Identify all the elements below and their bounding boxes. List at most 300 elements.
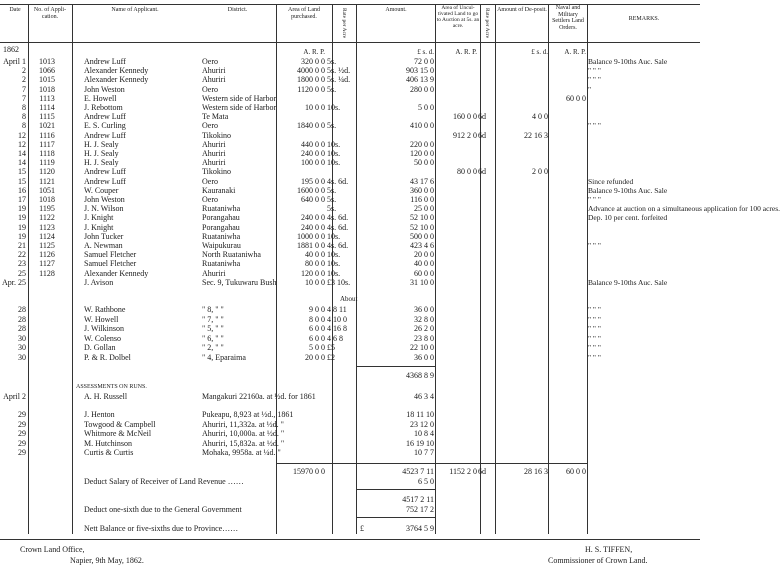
- cell-district: Ruataniwha: [202, 204, 241, 214]
- cell-area: 1800 0 0: [297, 75, 325, 85]
- table-row: [0, 103, 700, 112]
- table-row: [0, 315, 700, 324]
- cell-amount: 903 15 0: [406, 66, 434, 76]
- cell-application-no: 1123: [39, 222, 55, 232]
- cell-remarks: " " ": [588, 305, 601, 314]
- net-currency: £: [360, 524, 364, 533]
- cell-district: Oero: [202, 195, 218, 204]
- cell-applicant: Alexander Kennedy: [84, 268, 149, 278]
- table-row: [0, 204, 780, 214]
- cell-uncultivated: 912 2 0: [453, 130, 477, 140]
- deduct-salary-row: [0, 477, 700, 486]
- cell-district: Kauranaki: [202, 185, 236, 195]
- cell-remarks: " " ": [588, 121, 601, 131]
- cell-applicant: W. Couper: [84, 185, 119, 195]
- header-application-no: No. of Appli-cation.: [33, 7, 67, 20]
- table-row: [0, 140, 700, 149]
- cell-area: 195 0 0: [301, 176, 325, 186]
- cell-applicant: Whitmore & McNeil: [84, 429, 152, 438]
- cell-rate: £3 10s.: [327, 277, 351, 287]
- cell-district: Ahuriri, 10,000a. at ½d. ": [202, 429, 285, 438]
- cell-rate: 5s.: [327, 121, 337, 131]
- assessments-heading: ASSESSMENTS ON RUNS.: [76, 384, 147, 390]
- table-row: [0, 66, 700, 75]
- cell-remarks: Balance 9-10ths Auc. Sale: [588, 57, 668, 66]
- cell-date: 2: [22, 75, 26, 85]
- table-row: [0, 177, 700, 186]
- cell-district: Oero: [202, 57, 218, 66]
- cell-date: 19: [18, 222, 26, 232]
- cell-district: Pukeapu, 8,923 at ½d., 1861: [202, 410, 294, 419]
- after-salary-amount: 4517 2 11: [402, 495, 434, 504]
- table-row: [0, 213, 700, 222]
- cell-remarks: " " ": [588, 66, 601, 76]
- cell-area: 80 0 0: [305, 259, 325, 269]
- cell-date: 30: [18, 352, 26, 362]
- cell-area: 1120 0 0: [297, 84, 325, 94]
- cell-application-no: 1116: [39, 130, 55, 140]
- cell-remarks: " " ": [588, 352, 601, 362]
- footer-place-date: Napier, 9th May, 1862.: [70, 556, 144, 565]
- cell-district: Tikokino: [202, 130, 232, 140]
- cell-amount: 36 0 0: [414, 305, 434, 314]
- cell-application-no: 1125: [39, 241, 55, 250]
- subtotal-rule: [357, 366, 435, 367]
- cell-date: 30: [18, 343, 26, 352]
- cell-date: 29: [18, 419, 26, 429]
- cell-district: Porangahau: [202, 213, 240, 223]
- cell-amount: 26 2 0: [414, 324, 434, 333]
- cell-amount: 120 0 0: [410, 149, 434, 158]
- cell-area: 6 0 0: [309, 324, 325, 333]
- cell-amount: 31 10 0: [410, 277, 434, 287]
- cell-applicant: Alexander Kennedy: [84, 66, 149, 76]
- cell-area: 10 0 0: [305, 103, 325, 112]
- cell-application-no: 1118: [39, 149, 55, 158]
- units-row: [0, 48, 700, 57]
- cell-amount: 43 17 6: [410, 176, 434, 186]
- units-amount: £ s. d.: [417, 48, 434, 56]
- cell-rate: 4 6 8: [327, 333, 343, 343]
- cell-amount: 72 0 0: [414, 57, 434, 66]
- total-naval: 60 0 0: [566, 467, 586, 476]
- cell-district: Ahuriri: [202, 75, 226, 85]
- cell-amount: 46 3 4: [414, 392, 434, 401]
- table-row: [0, 392, 700, 401]
- header-remarks: REMARKS.: [628, 16, 660, 22]
- cell-amount: 423 4 6: [410, 241, 434, 250]
- cell-date: 2: [22, 66, 26, 76]
- cell-date: 8: [22, 112, 26, 122]
- cell-applicant: Towgood & Campbell: [84, 419, 156, 429]
- cell-amount: 52 10 0: [410, 213, 434, 223]
- cell-rate: 10s.: [327, 231, 341, 241]
- cell-date: 12: [18, 130, 26, 140]
- deduct-sixth-amount: 752 17 2: [406, 505, 434, 514]
- cell-rate-2: 6d: [478, 112, 486, 122]
- units-naval: A. R. P.: [564, 48, 586, 56]
- cell-applicant: P. & R. Dolbel: [84, 352, 131, 362]
- cell-date: 29: [18, 438, 26, 448]
- table-row: [0, 269, 700, 278]
- cell-date: April 1: [3, 57, 26, 66]
- cell-applicant: J. Knight: [84, 213, 114, 223]
- cell-naval: 60 0 0: [566, 93, 586, 103]
- cell-rate: 10s.: [327, 250, 341, 260]
- cell-application-no: 1121: [39, 176, 55, 186]
- cell-area: 1840 0 0: [297, 121, 325, 131]
- cell-applicant: E. S. Curling: [84, 121, 126, 131]
- cell-amount: 116 0 0: [410, 195, 434, 204]
- cell-rate: 4 8 11: [327, 305, 347, 314]
- cell-date: 25: [18, 268, 26, 278]
- header-district: District.: [227, 7, 248, 13]
- cell-rate-2: 6d: [478, 167, 486, 177]
- cell-date: 12: [18, 139, 26, 149]
- cell-applicant: A. Newman: [84, 241, 123, 250]
- cell-application-no: 1115: [39, 112, 55, 122]
- cell-applicant: J. Knight: [84, 222, 114, 232]
- deduct-sixth-row: [0, 505, 700, 514]
- cell-area: 9 0 0: [309, 305, 325, 314]
- cell-date: 14: [18, 158, 26, 168]
- header-uncultivated: Area of Uncul-tivated Land to go to Auction at 5s. an acre.: [436, 5, 480, 29]
- cell-amount: 60 0 0: [414, 268, 434, 278]
- cell-date: 28: [18, 314, 26, 324]
- cell-district: Waipukurau: [202, 241, 241, 250]
- cell-district: Porangahau: [202, 222, 240, 232]
- cell-date: Apr. 25: [2, 277, 26, 287]
- table-row: [0, 232, 700, 241]
- table-row: [0, 439, 700, 448]
- cell-rate-2: 6d: [478, 130, 486, 140]
- cell-rate: 10s.: [327, 139, 341, 149]
- cell-application-no: 1124: [39, 231, 55, 241]
- cell-applicant: Samuel Fletcher: [84, 259, 137, 269]
- cell-date: 19: [18, 204, 26, 214]
- cell-date: 29: [18, 448, 26, 457]
- cell-rate: 10s.: [327, 259, 341, 269]
- table-row: [0, 448, 700, 457]
- table-row: [0, 57, 700, 66]
- cell-amount: 220 0 0: [410, 139, 434, 149]
- cell-rate: 4s. 6d.: [327, 213, 349, 223]
- header-rate: Rate per Acre: [341, 8, 347, 39]
- cell-application-no: 1051: [39, 185, 55, 195]
- cell-amount: 50 0 0: [414, 158, 434, 168]
- cell-remarks: " " ": [588, 324, 601, 333]
- cell-district: Ahuriri: [202, 66, 226, 76]
- cell-application-no: 1114: [39, 103, 55, 112]
- cell-rate: 4s. 6d.: [327, 222, 349, 232]
- cell-amount: 5 0 0: [418, 103, 434, 112]
- cell-district: Western side of Harbor: [202, 93, 277, 103]
- cell-district: " 4, Eparaima: [202, 352, 246, 362]
- table-row: [0, 429, 700, 438]
- table-row: [0, 121, 700, 130]
- cell-date: 22: [18, 250, 26, 260]
- table-row: [0, 186, 700, 195]
- table-row: [0, 75, 700, 84]
- cell-amount: 40 0 0: [414, 259, 434, 269]
- cell-remarks: Since refunded: [588, 176, 634, 186]
- cell-area: 4000 0 0: [297, 66, 325, 76]
- cell-rate: 4 16 8: [327, 324, 347, 333]
- cell-rate: £2: [327, 352, 335, 362]
- net-amount: 3764 5 9: [406, 524, 434, 533]
- cell-district: " 8, " ": [202, 305, 224, 314]
- header-rule: [0, 42, 700, 43]
- cell-district: " 7, " ": [202, 314, 224, 324]
- cell-date: 17: [18, 195, 26, 204]
- cell-application-no: 1013: [39, 57, 55, 66]
- cell-amount: 25 0 0: [414, 204, 434, 214]
- cell-rate: 10s.: [327, 149, 341, 158]
- cell-district: Ahuriri, 11,332a. at ½d. ": [202, 419, 284, 429]
- units-deposit: £ s. d.: [531, 48, 548, 56]
- cell-date: 14: [18, 149, 26, 158]
- cell-application-no: 1126: [39, 250, 55, 260]
- cell-applicant: H. J. Sealy: [84, 158, 119, 168]
- cell-applicant: John Weston: [84, 195, 125, 204]
- cell-date: 8: [22, 121, 26, 131]
- cell-district: Ahuriri, 15,832a. at ½d. ": [202, 438, 285, 448]
- table-row: [0, 241, 700, 250]
- table-row: [0, 158, 700, 167]
- cell-applicant: H. J. Sealy: [84, 139, 119, 149]
- cell-amount: 10 8 4: [414, 429, 434, 438]
- subtotal-row: [0, 371, 700, 380]
- cell-date: 19: [18, 231, 26, 241]
- cell-date: 7: [22, 93, 26, 103]
- cell-date: 30: [18, 333, 26, 343]
- cell-applicant: Alexander Kennedy: [84, 75, 149, 85]
- deduct-sixth-label: Deduct one-sixth due to the General Government: [84, 505, 242, 514]
- cell-area: 440 0 0: [301, 139, 325, 149]
- cell-rate: £5: [327, 343, 335, 352]
- about-label: About: [340, 295, 358, 303]
- cell-rate: 5s.: [327, 84, 337, 94]
- cell-amount: 10 7 7: [414, 448, 434, 457]
- net-label: Nett Balance or five-sixths due to Province……: [84, 524, 239, 533]
- table-row: [0, 85, 700, 94]
- cell-area: 1000 0 0: [297, 231, 325, 241]
- after-salary-row: [0, 495, 700, 504]
- cell-amount: 360 0 0: [410, 185, 434, 195]
- cell-date: 16: [18, 185, 26, 195]
- cell-district: Ruataniwha: [202, 231, 241, 241]
- table-row: [0, 250, 700, 259]
- bottom-rule: [0, 539, 700, 540]
- cell-remarks: Balance 9-10ths Auc. Sale: [588, 185, 668, 195]
- top-rule: [0, 4, 700, 5]
- cell-deposit: 2 0 0: [532, 167, 548, 177]
- cell-amount: 280 0 0: [410, 84, 434, 94]
- cell-applicant: A. H. Russell: [84, 392, 128, 401]
- rule: [357, 517, 435, 518]
- rule: [357, 489, 435, 490]
- table-row: [0, 324, 700, 333]
- cell-amount: 410 0 0: [410, 121, 434, 131]
- cell-applicant: J. Rebottom: [84, 103, 123, 112]
- cell-area: 1881 0 0: [297, 241, 325, 250]
- cell-date: 19: [18, 213, 26, 223]
- cell-applicant: Samuel Fletcher: [84, 250, 137, 260]
- cell-date: 15: [18, 176, 26, 186]
- cell-rate: 10s.: [327, 103, 341, 112]
- table-row: [0, 305, 700, 314]
- cell-district: Tikokino: [202, 167, 232, 177]
- cell-district: " 5, " ": [202, 324, 224, 333]
- cell-amount: 406 13 9: [406, 75, 434, 85]
- total-deposit: 28 16 3: [524, 467, 548, 476]
- cell-applicant: W. Howell: [84, 314, 119, 324]
- cell-area: 20 0 0: [305, 352, 325, 362]
- cell-remarks: Advance at auction on a simultaneous application for 100 acres.: [588, 204, 780, 214]
- cell-applicant: Andrew Luff: [84, 112, 126, 122]
- cell-date: 21: [18, 241, 26, 250]
- units-area: A. R. P.: [303, 48, 325, 56]
- cell-area: 320 0 0: [301, 57, 325, 66]
- net-row: [0, 524, 700, 533]
- cell-amount: 22 10 0: [410, 343, 434, 352]
- cell-rate: 5s.: [327, 195, 337, 204]
- cell-remarks: " " ": [588, 195, 601, 204]
- cell-district: " 6, " ": [202, 333, 224, 343]
- cell-application-no: 1018: [39, 195, 55, 204]
- cell-application-no: 1015: [39, 75, 55, 85]
- cell-district: Mohaka, 9958a. at ¼d. ": [202, 448, 281, 457]
- cell-area: 10 0 0: [305, 277, 325, 287]
- cell-applicant: J. Henton: [84, 410, 115, 419]
- header-date: Date: [9, 7, 21, 13]
- total-uncultivated: 1152 2 0: [449, 467, 477, 476]
- cell-amount: 23 12 0: [410, 419, 434, 429]
- cell-area: 8 0 0: [309, 314, 325, 324]
- cell-application-no: 1113: [39, 93, 55, 103]
- cell-uncultivated: 160 0 0: [453, 112, 477, 122]
- cell-applicant: W. Rathbone: [84, 305, 126, 314]
- table-row: [0, 334, 700, 343]
- cell-applicant: M. Hutchinson: [84, 438, 132, 448]
- cell-district: Oero: [202, 84, 218, 94]
- cell-application-no: 1021: [39, 121, 55, 131]
- cell-district: Oero: [202, 176, 218, 186]
- cell-date: April 2: [3, 392, 26, 401]
- cell-applicant: J. N. Wilson: [84, 204, 124, 214]
- table-row: [0, 167, 700, 176]
- cell-rate: 4 10 0: [327, 314, 347, 324]
- cell-rate: 5s. ½d.: [327, 66, 351, 76]
- cell-applicant: Andrew Luff: [84, 130, 126, 140]
- table-row: [0, 259, 700, 268]
- cell-area: 40 0 0: [305, 250, 325, 260]
- cell-area: 240 0 0: [301, 222, 325, 232]
- cell-applicant: Andrew Luff: [84, 176, 126, 186]
- cell-application-no: 1122: [39, 213, 55, 223]
- cell-application-no: 1128: [39, 268, 55, 278]
- subtotal-amount: 4368 8 9: [406, 371, 434, 380]
- cell-applicant: John Tucker: [84, 231, 124, 241]
- cell-amount: 18 11 10: [406, 410, 434, 419]
- header-naval: Naval and Military Settlers Land Orders.: [552, 5, 584, 31]
- cell-area: 240 0 0: [301, 149, 325, 158]
- table-row: [0, 131, 700, 140]
- cell-rate: 10s.: [327, 268, 341, 278]
- cell-applicant: John Weston: [84, 84, 125, 94]
- cell-deposit: 22 16 3: [524, 130, 548, 140]
- table-row: [0, 420, 700, 429]
- cell-rate: 5s.: [327, 204, 337, 214]
- cell-date: 28: [18, 324, 26, 333]
- cell-date: 15: [18, 167, 26, 177]
- cell-remarks: Balance 9-10ths Auc. Sale: [588, 277, 668, 287]
- table-row: [0, 195, 700, 204]
- cell-applicant: D. Gollan: [84, 343, 116, 352]
- cell-district: Ahuriri: [202, 139, 226, 149]
- cell-remarks: " " ": [588, 241, 601, 250]
- cell-amount: 20 0 0: [414, 250, 434, 260]
- cell-district: Western side of Harbor: [202, 103, 277, 112]
- cell-uncultivated: 80 0 0: [457, 167, 477, 177]
- cell-rate: 10s.: [327, 158, 341, 168]
- cell-amount: 52 10 0: [410, 222, 434, 232]
- totals-rule: [276, 463, 588, 464]
- cell-date: 7: [22, 84, 26, 94]
- cell-applicant: W. Colenso: [84, 333, 122, 343]
- cell-area: 120 0 0: [301, 268, 325, 278]
- cell-area: 240 0 0: [301, 213, 325, 223]
- header-rate-2: Rate per Acre: [484, 8, 490, 39]
- cell-area: 6 0 0: [309, 333, 325, 343]
- cell-application-no: 1018: [39, 84, 55, 94]
- cell-remarks: ": [588, 84, 592, 94]
- cell-application-no: 1120: [39, 167, 55, 177]
- cell-rate: 4s. 6d.: [327, 241, 349, 250]
- total-urate: 6d: [478, 467, 486, 476]
- cell-application-no: 1117: [39, 139, 55, 149]
- cell-district: Te Mata: [202, 112, 229, 122]
- units-uncultivated: A. R. P.: [455, 48, 477, 56]
- table-row: [0, 94, 700, 103]
- cell-amount: 500 0 0: [410, 231, 434, 241]
- cell-amount: 32 8 0: [414, 314, 434, 324]
- cell-area: 640 0 0: [301, 195, 325, 204]
- cell-district: Oero: [202, 121, 218, 131]
- cell-district: Mangakuri 22160a. at ½d. for 1861: [202, 392, 316, 401]
- footer-signer: H. S. TIFFEN,: [585, 545, 633, 554]
- totals-row: [0, 467, 700, 476]
- cell-district: North Ruataniwha: [202, 250, 261, 260]
- total-amount: 4523 7 11: [402, 467, 434, 476]
- table-row: [0, 278, 700, 287]
- table-row: [0, 223, 700, 232]
- cell-applicant: Curtis & Curtis: [84, 448, 134, 457]
- cell-amount: 23 8 0: [414, 333, 434, 343]
- cell-date: 28: [18, 305, 26, 314]
- cell-rate: 5s. ¼d.: [327, 75, 351, 85]
- table-row: [0, 112, 700, 121]
- cell-date: 29: [18, 429, 26, 438]
- header-applicant: Name of Applicant.: [111, 7, 159, 13]
- cell-applicant: H. J. Sealy: [84, 149, 119, 158]
- cell-application-no: 1127: [39, 259, 55, 269]
- cell-application-no: 1066: [39, 66, 55, 76]
- cell-district: " 2, " ": [202, 343, 224, 352]
- cell-district: Ahuriri: [202, 268, 226, 278]
- cell-district: Ahuriri: [202, 158, 226, 168]
- header-deposit: Amount of De-posit.: [497, 7, 547, 13]
